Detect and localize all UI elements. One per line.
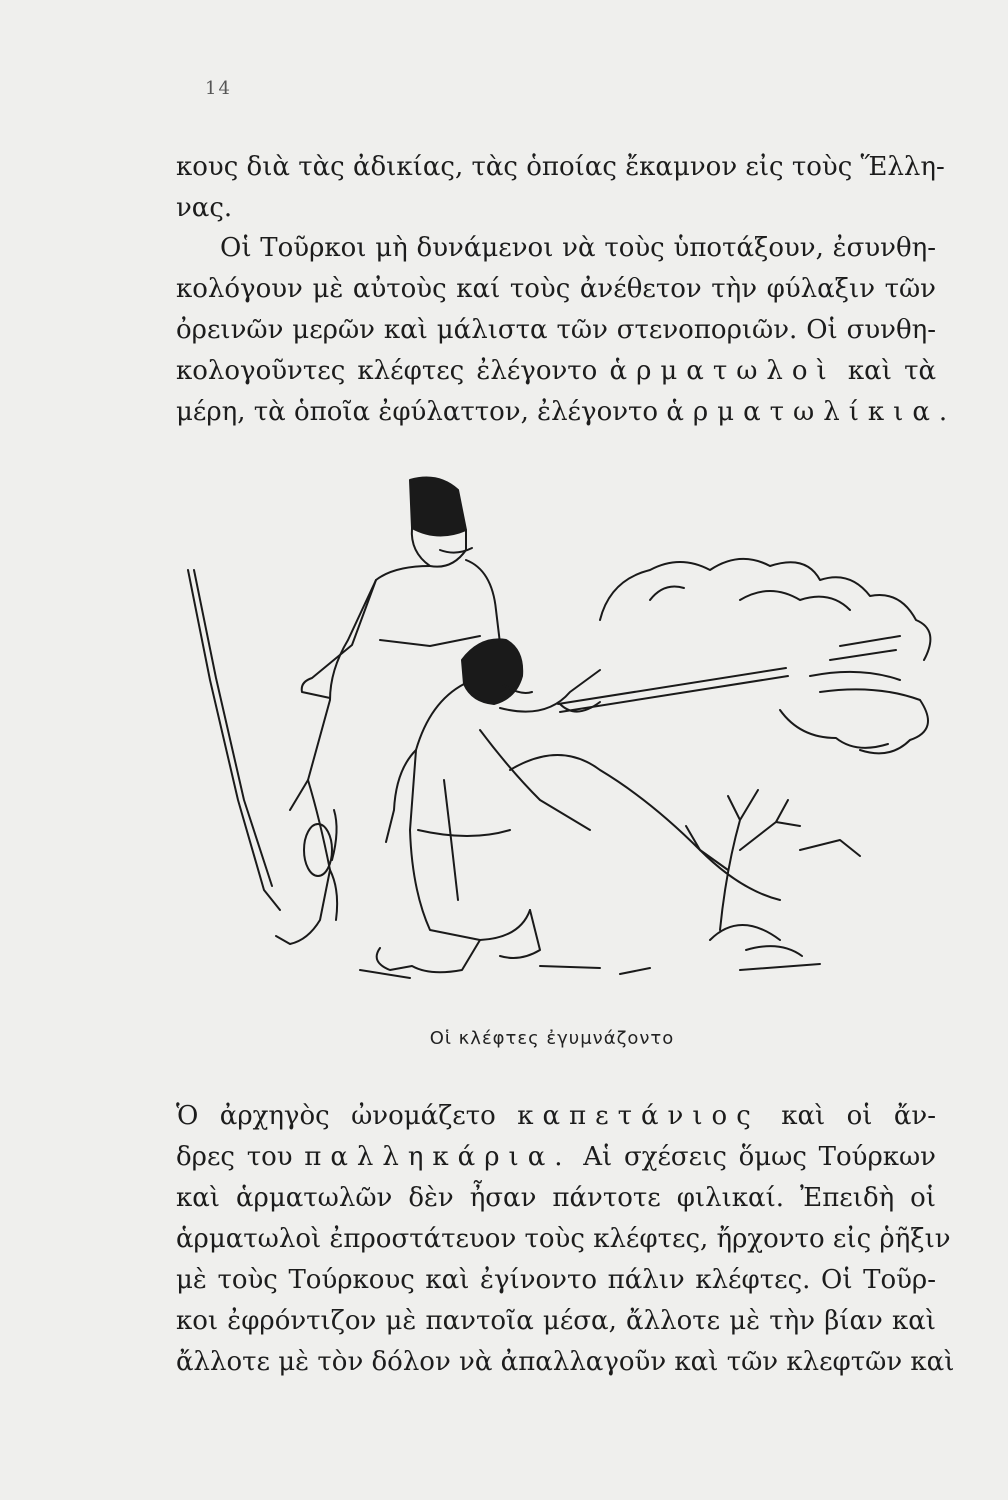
spaced-term-pallikaria: παλληκάρια. <box>304 1142 572 1172</box>
paragraph-1 <box>176 147 945 229</box>
spaced-term-armatolikia: ἁρματωλίκια. <box>666 397 957 427</box>
text-segment: καὶ οἱ ἄν- <box>781 1101 937 1131</box>
text-line: κοι ἐφρόντιζον μὲ παντοῖα μέσα, ἄλλοτε μὲ τὴν βίαν καὶ <box>176 1306 936 1336</box>
aimed-rifle <box>558 668 786 704</box>
paragraph-2 <box>176 228 957 433</box>
standing-man-fez <box>410 478 466 536</box>
text-line: ἄλλοτε μὲ τὸν δόλον νὰ ἀπαλλαγοῦν καὶ τῶν κλεφτῶν καὶ <box>176 1347 955 1377</box>
text-segment: καὶ τὰ <box>847 356 937 386</box>
text-line: Οἱ Τοῦρκοι μὴ δυνάμενοι νὰ τοὺς ὑποτάξουν, ἐσυνθη- <box>220 233 936 263</box>
text-line: ὀρεινῶν μερῶν καὶ μάλιστα τῶν στενοποριῶν. Οἱ συνθη- <box>176 315 936 345</box>
text-line-with-term <box>176 392 957 433</box>
spaced-term-kapetanios: καπετάνιος <box>517 1101 760 1131</box>
paragraph-3 <box>176 1096 955 1383</box>
spaced-term-armatoloi: ἁρματωλοὶ <box>609 356 836 386</box>
standing-rifle <box>188 570 280 910</box>
klephts-illustration <box>180 470 940 1010</box>
text-segment: δρες του <box>176 1142 293 1172</box>
page-number: 14 <box>205 78 232 99</box>
kneeling-man-head <box>462 639 522 704</box>
text-line-with-term <box>176 351 936 392</box>
text-segment: Ὁ ἀρχηγὸς ὠνομάζετο <box>176 1101 496 1131</box>
text-line-with-term <box>176 1137 936 1178</box>
text-line: κολόγουν μὲ αὐτοὺς καί τοὺς ἀνέθετον τὴν φύλαξιν τῶν <box>176 274 936 304</box>
text-segment: Αἱ σχέσεις ὅμως Τούρκων <box>583 1142 936 1172</box>
text-segment: μέρη, τὰ ὁποῖα ἐφύλαττον, ἐλέγοντο <box>176 397 659 427</box>
text-line: μὲ τοὺς Τούρκους καὶ ἐγίνοντο πάλιν κλέφτες. Οἱ Τοῦρ- <box>176 1265 936 1295</box>
text-line: νας. <box>176 193 233 223</box>
shrub <box>686 790 800 930</box>
text-line: κους διὰ τὰς ἀδικίας, τὰς ὁποίας ἔκαμνον εἰς τοὺς Ἕλλη- <box>176 152 945 182</box>
text-segment: κολογοῦντες κλέφτες ἐλέγοντο <box>176 356 598 386</box>
text-line-with-term <box>176 1096 936 1137</box>
text-line: ἁρματωλοὶ ἐπροστάτευον τοὺς κλέφτες, ἤρχοντο εἰς ῥῆξιν <box>176 1224 951 1254</box>
text-line: καὶ ἁρματωλῶν δὲν ἦσαν πάντοτε φιλικαί. Ἐπειδὴ οἱ <box>176 1183 936 1213</box>
illustration-caption: Οἱ κλέφτες ἐγυμνάζοντο <box>429 1028 675 1049</box>
smoke-cloud <box>600 559 930 660</box>
